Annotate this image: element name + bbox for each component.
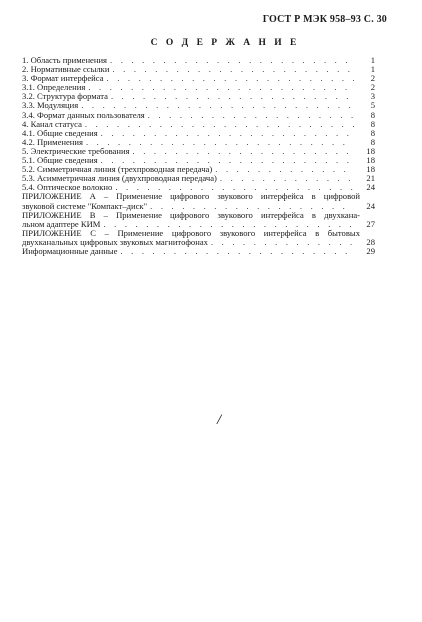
- toc-entry-label: 3.3. Модуляция: [22, 100, 79, 111]
- leader-dots: [107, 74, 354, 83]
- toc-entry-page: 24: [366, 182, 375, 193]
- leader-dots: [115, 183, 354, 192]
- toc-appendix-a: [22, 192, 375, 210]
- toc-entry-label: 5.1. Общие сведения: [22, 155, 98, 166]
- toc-entry-page: 18: [366, 164, 375, 175]
- leader-dots: [148, 111, 354, 120]
- toc-entry-page: 2: [370, 73, 375, 84]
- leader-dots: [150, 202, 354, 211]
- toc-appendix-line1: ПРИЛОЖЕНИЕ С – Применение цифрового звукового интерфейса в бытовых: [22, 228, 360, 238]
- toc-entry-page: 3: [370, 91, 375, 102]
- toc-entry-label: 4.2. Применения: [22, 136, 83, 147]
- toc-entry-optical-fiber: [22, 183, 375, 192]
- toc-entry-label: 4.1. Общие сведения: [22, 127, 98, 138]
- toc-entry-label: 5.3. Асимметричная линия (двухпроводная передача): [22, 173, 217, 184]
- toc-entry-label: 3.2. Структура формата: [22, 91, 108, 102]
- toc-entry-info-data: [22, 247, 375, 256]
- leader-dots: [110, 56, 354, 65]
- leader-dots: [133, 147, 354, 156]
- toc-entry-label: 2. Нормативные ссылки: [22, 64, 110, 75]
- leader-dots: [103, 220, 354, 229]
- leader-dots: [120, 247, 354, 256]
- leader-dots: [85, 120, 354, 129]
- leader-dots: [88, 83, 354, 92]
- toc-entry-label: Информационные данные: [22, 245, 118, 256]
- toc-entry-page: 8: [370, 109, 375, 120]
- page-header: ГОСТ Р МЭК 958–93 С. 30: [262, 14, 387, 25]
- toc-entry-label: 5.4. Оптическое волокно: [22, 182, 113, 193]
- toc-entry-page: 27: [366, 218, 375, 229]
- toc-entry-page: 2: [370, 82, 375, 93]
- leader-dots: [111, 92, 354, 101]
- leader-dots: [215, 165, 354, 174]
- toc-entry-page: 18: [366, 155, 375, 166]
- toc-entry-label: 3.1. Определения: [22, 82, 86, 93]
- toc-entry-label: 5.2. Симметричная линия (трехпроводная передача): [22, 164, 213, 175]
- toc-entry-page: 1: [370, 55, 375, 65]
- toc-appendix-c: [22, 229, 375, 247]
- toc-entry-label: 3. Формат интерфейса: [22, 73, 104, 84]
- toc-entry-page: 1: [370, 64, 375, 75]
- toc-appendix-line2: [22, 220, 375, 229]
- toc-entry-label: 3.4. Формат данных пользователя: [22, 109, 145, 120]
- toc-appendix-line2: [22, 202, 375, 211]
- toc-entry-label: льном адаптере КИМ: [22, 218, 101, 229]
- toc-entry-label: 5. Электрические требования: [22, 145, 130, 156]
- toc-appendix-line1: ПРИЛОЖЕНИЕ В – Применение цифрового звукового интерфейса в двухкана-: [22, 210, 360, 220]
- toc-entry-label: звуковой системе "Компакт–диск": [22, 200, 148, 211]
- toc-entry-label: 1. Область применения: [22, 55, 108, 65]
- table-of-contents: [22, 56, 375, 256]
- leader-dots: [101, 129, 354, 138]
- toc-entry-page: 28: [366, 236, 375, 247]
- leader-dots: [112, 65, 354, 74]
- toc-entry-page: 24: [366, 200, 375, 211]
- leader-dots: [220, 174, 354, 183]
- toc-appendix-b: [22, 211, 375, 229]
- toc-appendix-line1: ПРИЛОЖЕНИЕ А – Применение цифрового звукового интерфейса в цифровой: [22, 192, 360, 202]
- toc-entry-page: 29: [366, 245, 375, 256]
- handwritten-mark: /: [217, 412, 222, 428]
- toc-entry-label: 4. Канал статуса: [22, 118, 82, 129]
- toc-title: С О Д Е Р Ж А Н И Е: [150, 38, 300, 48]
- leader-dots: [211, 238, 354, 247]
- toc-entry-page: 8: [370, 136, 375, 147]
- toc-entry-page: 5: [370, 100, 375, 111]
- toc-entry-page: 8: [370, 127, 375, 138]
- toc-entry-label: двухканальных цифровых звуковых магнитофонах: [22, 236, 208, 247]
- toc-entry-page: 8: [370, 118, 375, 129]
- toc-entry-page: 21: [366, 173, 375, 184]
- toc-entry-page: 18: [366, 145, 375, 156]
